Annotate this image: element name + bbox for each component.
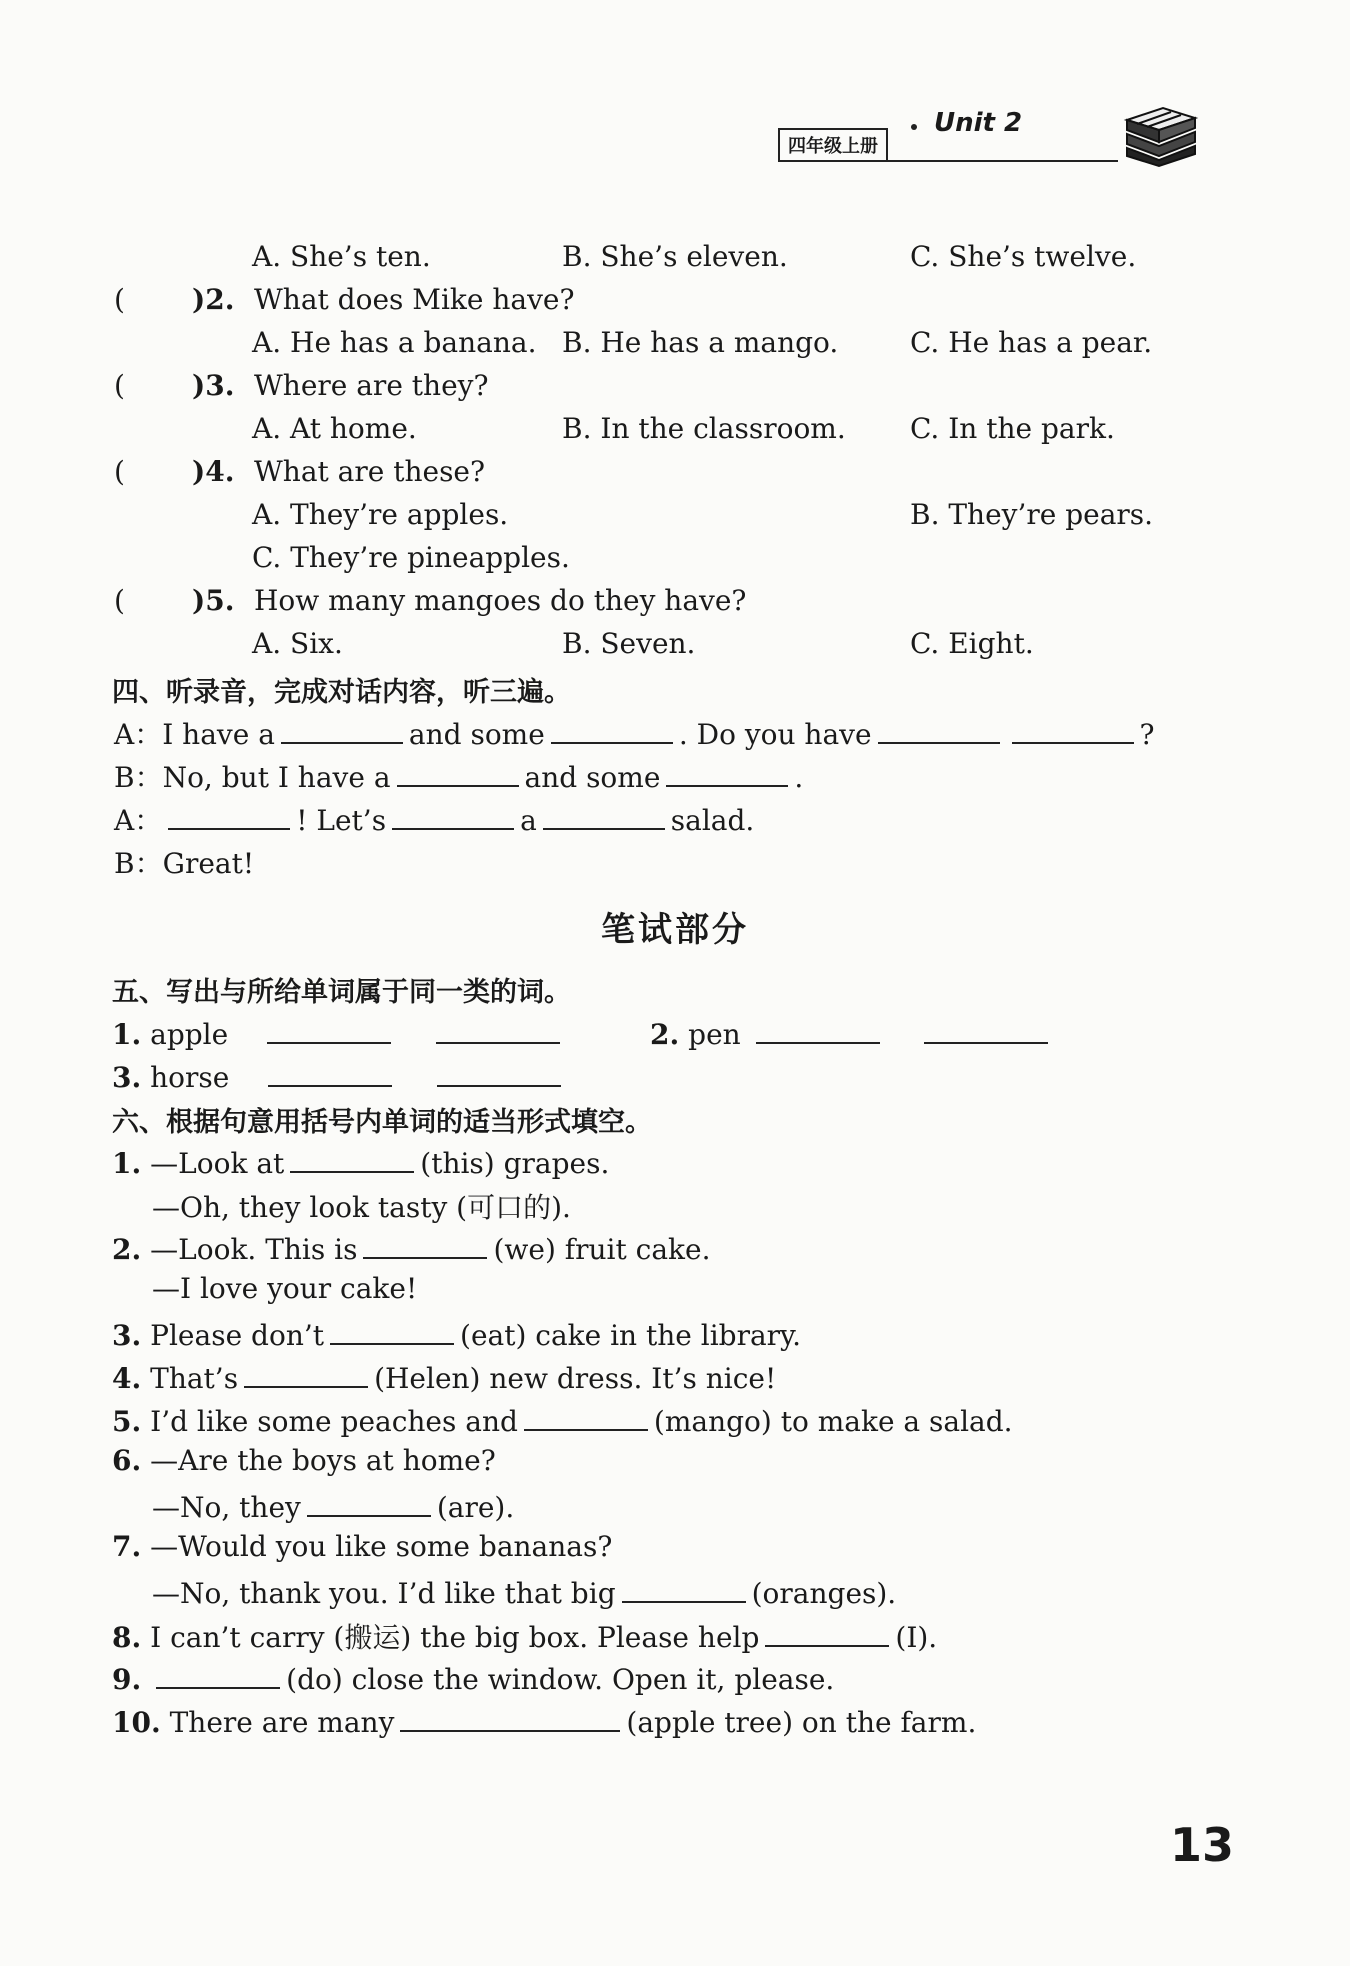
s5-item-3: 3. horse — [112, 1057, 567, 1094]
q2-option-c: C. He has a pear. — [910, 326, 1153, 359]
dialogue-line-a2: A： ! Let’s a salad. — [114, 799, 754, 839]
answer-blank[interactable] — [400, 1702, 620, 1732]
answer-blank[interactable] — [363, 1229, 487, 1259]
answer-blank[interactable] — [756, 1014, 880, 1044]
page-header — [778, 100, 1198, 170]
section6-title: 六、根据句意用括号内单词的适当形式填空。 — [112, 1107, 652, 1138]
answer-blank[interactable] — [924, 1014, 1048, 1044]
s6-item-6: 6. —Are the boys at home? — [112, 1444, 496, 1477]
q5-number: )5. — [192, 584, 235, 617]
q5-paren: ( — [114, 584, 125, 617]
section5-title: 五、写出与所给单词属于同一类的词。 — [112, 977, 571, 1008]
q2-paren: ( — [114, 283, 125, 316]
s5-item-1: 1. apple — [112, 1014, 566, 1051]
q1-option-b: B. She’s eleven. — [562, 240, 788, 273]
q4-question: What are these? — [254, 455, 486, 488]
answer-blank[interactable] — [168, 800, 290, 830]
answer-blank[interactable] — [437, 1057, 561, 1087]
s6-item-4: 4. That’s (Helen) new dress. It’s nice! — [112, 1358, 776, 1395]
q3-option-c: C. In the park. — [910, 412, 1115, 445]
answer-blank[interactable] — [156, 1659, 280, 1689]
q4-number: )4. — [192, 455, 235, 488]
section4-title: 四、听录音，完成对话内容，听三遍。 — [112, 677, 571, 708]
answer-blank[interactable] — [436, 1014, 560, 1044]
q3-number: )3. — [192, 369, 235, 402]
q2-number: )2. — [192, 283, 235, 316]
answer-blank[interactable] — [307, 1487, 431, 1517]
page-number: 13 — [1170, 1818, 1235, 1872]
q4-paren: ( — [114, 455, 125, 488]
q5-question: How many mangoes do they have? — [254, 584, 747, 617]
answer-blank[interactable] — [268, 1057, 392, 1087]
q5-option-b: B. Seven. — [562, 627, 696, 660]
answer-blank[interactable] — [281, 714, 403, 744]
s6-item-8: 8. I can’t carry (搬运) the big box. Please help (I). — [112, 1616, 937, 1656]
s6-item-7: 7. —Would you like some bananas? — [112, 1530, 613, 1563]
q4-option-c: C. They’re pineapples. — [252, 541, 570, 574]
dialogue-line-b2: B：Great! — [114, 847, 255, 880]
answer-blank[interactable] — [1012, 714, 1134, 744]
unit-title: Unit 2 — [934, 108, 1023, 138]
q5-option-c: C. Eight. — [910, 627, 1034, 660]
s6-item-7-reply: —No, thank you. I’d like that big (oranges). — [152, 1573, 896, 1610]
answer-blank[interactable] — [622, 1573, 746, 1603]
s6-item-2-reply: —I love your cake! — [152, 1272, 418, 1305]
q2-option-b: B. He has a mango. — [562, 326, 839, 359]
answer-blank[interactable] — [244, 1358, 368, 1388]
s6-item-1: 1. —Look at (this) grapes. — [112, 1143, 609, 1180]
written-section-title: 笔试部分 — [601, 910, 749, 950]
answer-blank[interactable] — [267, 1014, 391, 1044]
answer-blank[interactable] — [666, 757, 788, 787]
answer-blank[interactable] — [330, 1315, 454, 1345]
q4-option-b: B. They’re pears. — [910, 498, 1154, 531]
s6-item-2: 2. —Look. This is (we) fruit cake. — [112, 1229, 710, 1266]
answer-blank[interactable] — [392, 800, 514, 830]
q2-question: What does Mike have? — [254, 283, 575, 316]
q3-question: Where are they? — [254, 369, 489, 402]
books-icon — [1123, 100, 1199, 168]
q4-option-a: A. They’re apples. — [252, 498, 509, 531]
answer-blank[interactable] — [765, 1617, 889, 1647]
dialogue-line-a1: A：I have a and some . Do you have ? — [114, 713, 1155, 753]
grade-label: 四年级上册 — [778, 128, 888, 162]
s6-item-1-reply: —Oh, they look tasty (可口的). — [152, 1191, 571, 1224]
q1-option-a: A. She’s ten. — [252, 240, 431, 273]
q3-option-b: B. In the classroom. — [562, 412, 846, 445]
s6-item-5: 5. I’d like some peaches and (mango) to make a salad. — [112, 1401, 1013, 1438]
answer-blank[interactable] — [543, 800, 665, 830]
answer-blank[interactable] — [397, 757, 519, 787]
q2-option-a: A. He has a banana. — [252, 326, 537, 359]
answer-blank[interactable] — [878, 714, 1000, 744]
s5-item-2: 2. pen — [650, 1014, 1054, 1051]
s6-item-9: 9. (do) close the window. Open it, please. — [112, 1659, 834, 1696]
answer-blank[interactable] — [524, 1401, 648, 1431]
s6-item-3: 3. Please don’t (eat) cake in the library. — [112, 1315, 801, 1352]
dialogue-line-b1: B：No, but I have a and some . — [114, 756, 803, 796]
q3-option-a: A. At home. — [252, 412, 417, 445]
s6-item-10: 10. There are many (apple tree) on the farm. — [112, 1702, 976, 1739]
answer-blank[interactable] — [551, 714, 673, 744]
answer-blank[interactable] — [290, 1143, 414, 1173]
header-dot — [911, 124, 917, 130]
q3-paren: ( — [114, 369, 125, 402]
q5-option-a: A. Six. — [252, 627, 343, 660]
header-rule — [778, 160, 1118, 162]
s6-item-6-reply: —No, they (are). — [152, 1487, 514, 1524]
q1-option-c: C. She’s twelve. — [910, 240, 1137, 273]
